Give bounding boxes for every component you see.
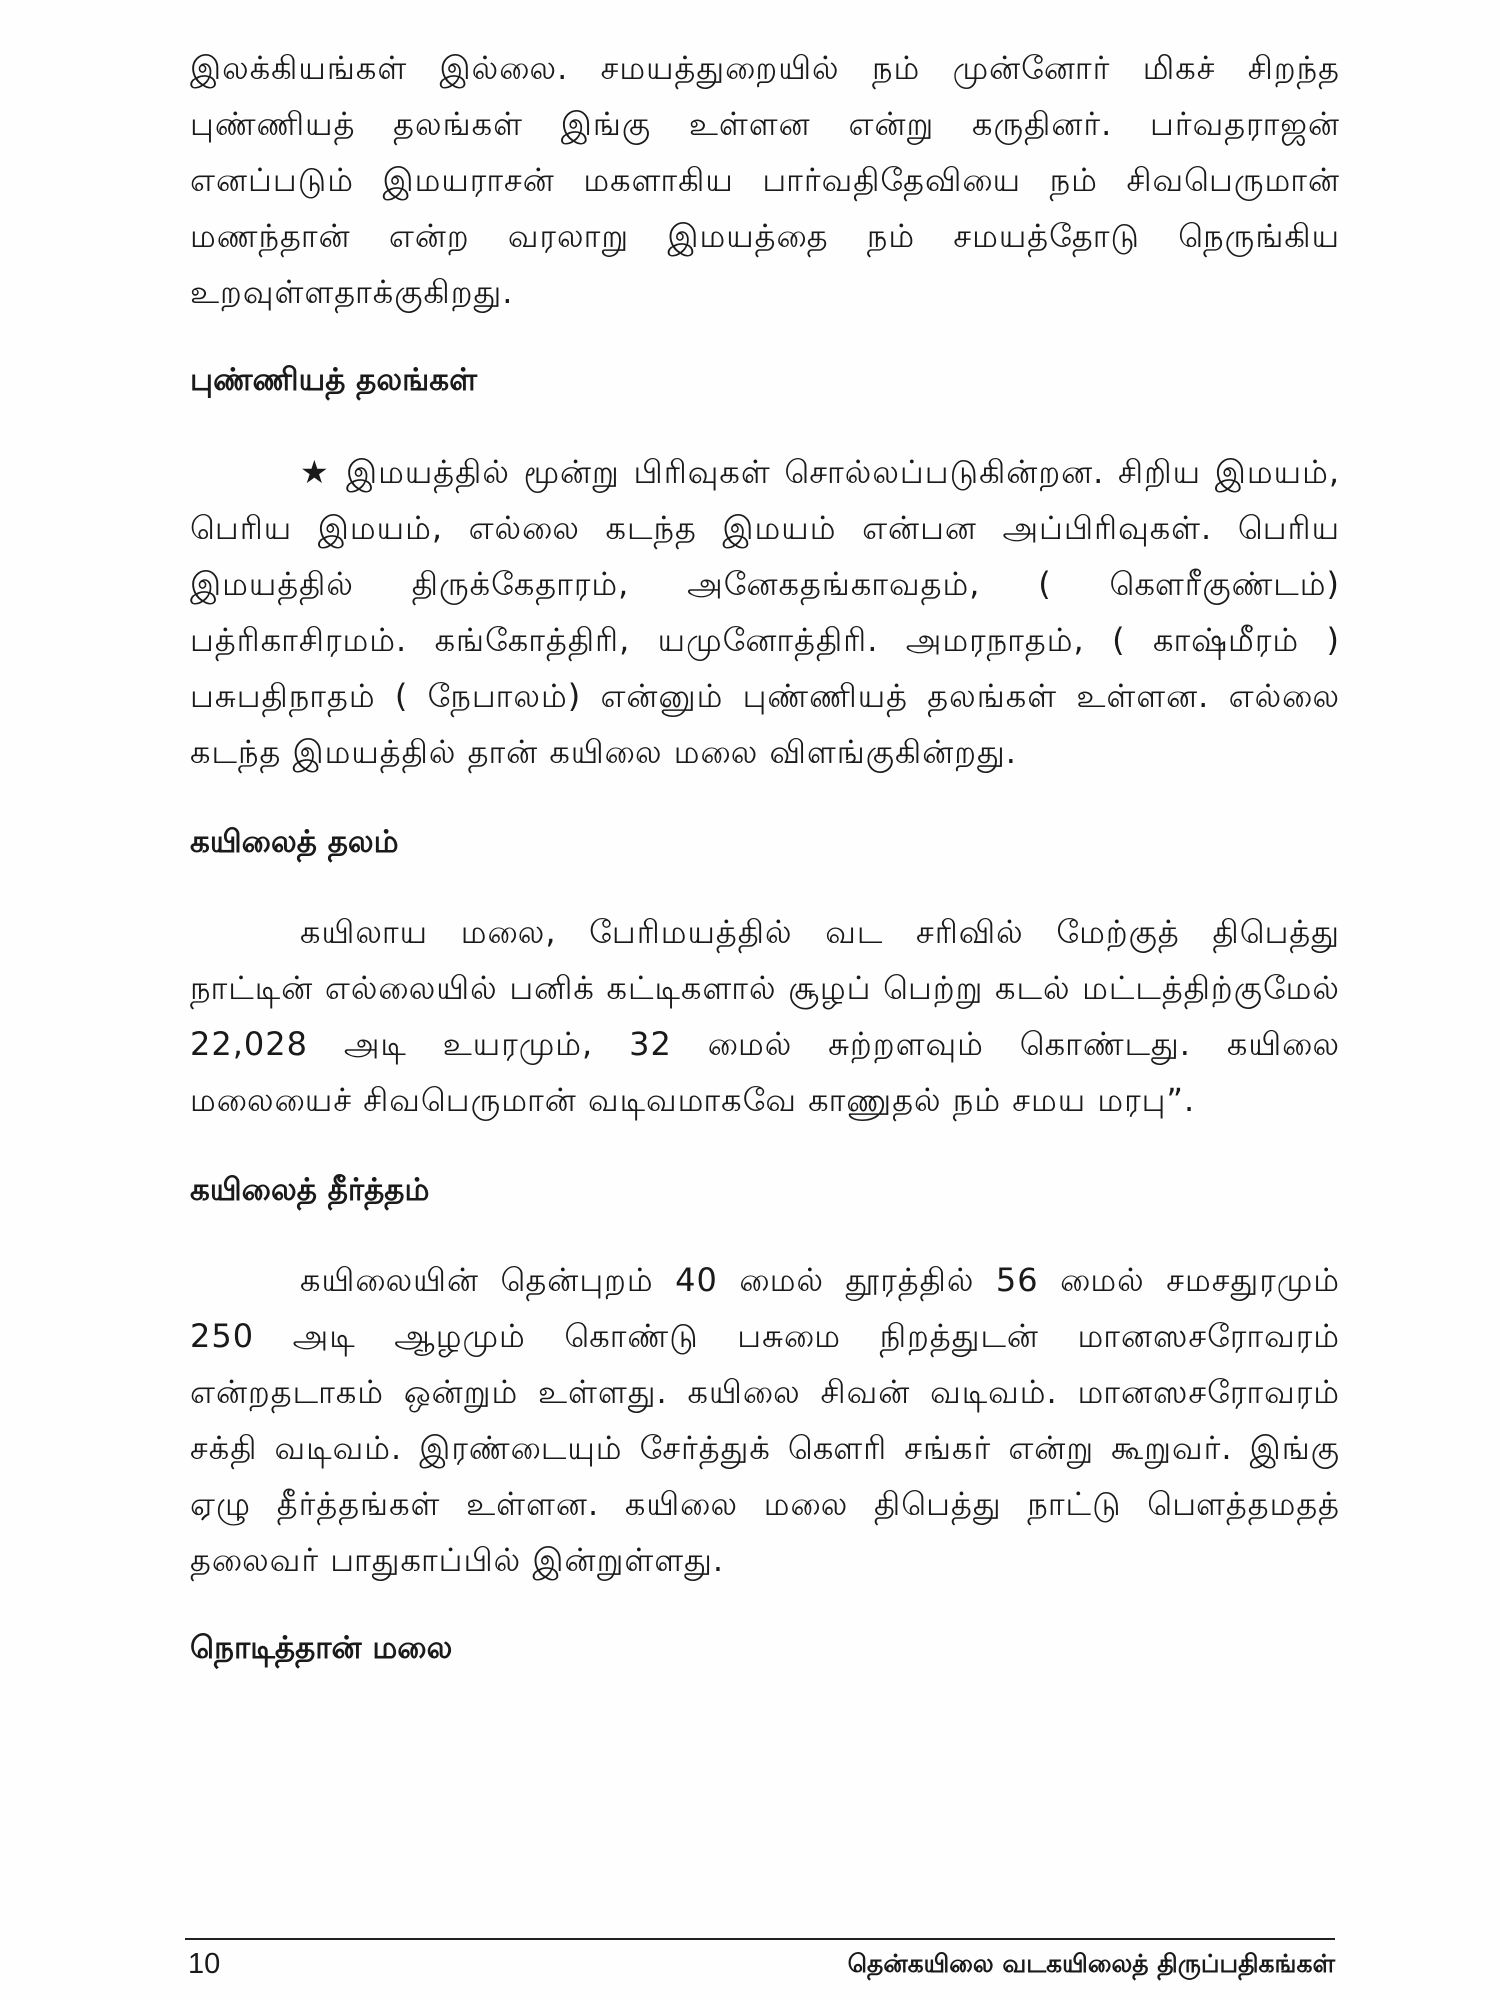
section-heading-noditthan-malai: நொடித்தான் மலை (190, 1630, 453, 1666)
page-number: 10 (188, 1948, 221, 1980)
paragraph-holy-places: ★ இமயத்தில் மூன்று பிரிவுகள் சொல்லப்படுகின்றன. சிறிய இமயம், பெரிய இமயம், எல்லை கடந்த இமயம் என்பன அப்பிரிவுகள். பெரிய இமயத்தில் திருக்கேதாரம், அனேகதங்காவதம், ( கௌரீகுண்டம்) பத்ரிகாசிரமம். கங்கோத்திரி, யமுனோத்திரி. அமரநாதம், ( காஷ்மீரம் ) பசுபதிநாதம் ( நேபாலம்) என்னும் புண்ணியத் தலங்கள் உள்ளன. எல்லை கடந்த இமயத்தில் தான் கயிலை மலை விளங்குகின்றது. (190, 453, 1340, 771)
section-heading-kailash-place: கயிலைத் தலம் (190, 824, 399, 860)
footer-divider (185, 1938, 1335, 1940)
running-footer-title: தென்கயிலை வடகயிலைத் திருப்பதிகங்கள் (847, 1949, 1335, 1978)
page-body (190, 40, 1340, 1668)
paragraph-kailash-waters: கயிலையின் தென்புறம் 40 மைல் தூரத்தில் 56 மைல் சமசதுரமும் 250 அடி ஆழமும் கொண்டு பசுமை நிறத்துடன் மானஸசரோவரம் என்றதடாகம் ஒன்றும் உள்ளது. கயிலை சிவன் வடிவம். மானஸசரோவரம் சக்தி வடிவம். இரண்டையும் சேர்த்துக் கௌரி சங்கர் என்று கூறுவர். இங்கு ஏழு தீர்த்தங்கள் உள்ளன. கயிலை மலை திபெத்து நாட்டு பௌத்தமதத் தலைவர் பாதுகாப்பில் இன்றுள்ளது. (190, 1261, 1340, 1579)
section-heading-kailash-waters: கயிலைத் தீர்த்தம் (190, 1172, 430, 1208)
section-heading-holy-places: புண்ணியத் தலங்கள் (190, 362, 478, 398)
paragraph-kailash-place: கயிலாய மலை, பேரிமயத்தில் வட சரிவில் மேற்குத் திபெத்து நாட்டின் எல்லையில் பனிக் கட்டிகளால் சூழப் பெற்று கடல் மட்டத்திற்குமேல் 22,028 அடி உயரமும், 32 மைல் சுற்றளவும் கொண்டது. கயிலை மலையைச் சிவபெருமான் வடிவமாகவே காணுதல் நம் சமய மரபு”. (190, 913, 1340, 1119)
paragraph-intro: இலக்கியங்கள் இல்லை. சமயத்துறையில் நம் முன்னோர் மிகச் சிறந்த புண்ணியத் தலங்கள் இங்கு உள்ளன என்று கருதினர். பர்வதராஜன் எனப்படும் இமயராசன் மகளாகிய பார்வதிதேவியை நம் சிவபெருமான் மணந்தான் என்ற வரலாறு இமயத்தை நம் சமயத்தோடு நெருங்கிய உறவுள்ளதாக்குகிறது. (190, 49, 1340, 311)
